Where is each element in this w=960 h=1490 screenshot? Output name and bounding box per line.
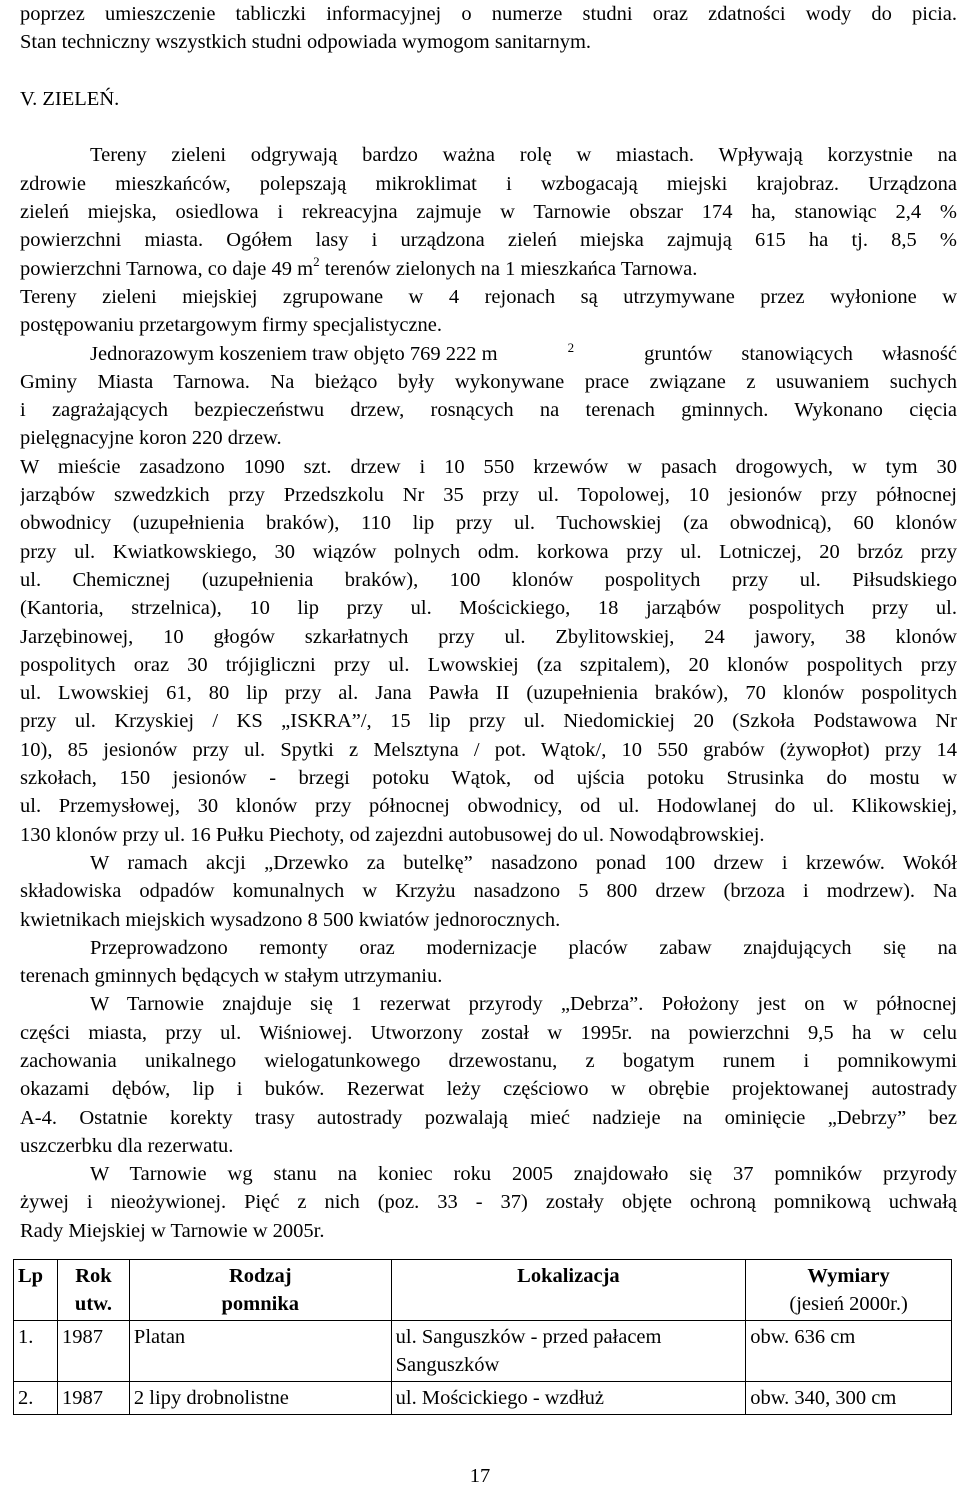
cell-type: Platan [129, 1321, 391, 1382]
text-line: Tereny zieleni miejskiej zgrupowane w 4 rejonach są utrzymywane przez wyłonione w [20, 285, 957, 308]
text-line: W ramach akcji „Drzewko za butelkę” nasadzono ponad 100 drzew i krzewów. Wokół [90, 851, 957, 874]
text-line: 130 klonów przy ul. 16 Pułku Piechoty, od zajezdni autobusowej do ul. Nowodąbrowskiej. [20, 823, 765, 846]
cell-type: 2 lipy drobnolistne [129, 1382, 391, 1415]
text-line: Jednorazowym koszeniem traw objęto 769 222 m 2 gruntów stanowiących własność [90, 339, 957, 365]
text-line: pospolitych oraz 30 trójigliczni przy ul. Lwowskiej (za szpitalem), 20 klonów pospolitych przy [20, 653, 957, 676]
text-line: okazami dębów, lip i buków. Rezerwat leży częściowo w obrębie projektowanej autostrady [20, 1078, 957, 1101]
page-number: 17 [469, 1465, 491, 1487]
header-dimensions: Wymiary (jesień 2000r.) [746, 1260, 952, 1321]
section-heading: V. ZIELEŃ. [20, 87, 120, 110]
text-line: i zagrażających bezpieczeństwu drzew, rosnących na terenach gminnych. Wykonano cięcia [20, 399, 957, 422]
header-location: Lokalizacja [391, 1260, 746, 1321]
text-line: zieleń miejska, osiedlowa i rekreacyjna zajmuje w Tarnowie obszar 174 ha, stanowiąc 2,4 % [20, 201, 957, 224]
text-line: terenach gminnych będących w stałym utrzymaniu. [20, 965, 443, 988]
text-line: zachowania unikalnego wielogatunkowego drzewostanu, z bogatym runem i pomnikowymi [20, 1049, 957, 1072]
cell-year: 1987 [57, 1382, 129, 1415]
text-line: Stan techniczny wszystkich studni odpowiada wymogom sanitarnym. [20, 31, 592, 54]
table-row [14, 1382, 952, 1415]
text-line: kwietnikach miejskich wysadzono 8 500 kwiatów jednorocznych. [20, 908, 561, 931]
text-line: powierzchni miasta. Ogółem lasy i urządzona zieleń miejska zajmują 615 ha tj. 8,5 % [20, 229, 957, 252]
text-line: Rady Miejskiej w Tarnowie w 2005r. [20, 1219, 325, 1242]
text-line: W mieście zasadzono 1090 szt. drzew i 10 550 krzewów w pasach drogowych, w tym 30 [20, 455, 957, 478]
cell-lp: 1. [14, 1321, 58, 1382]
cell-location: ul. Sanguszków - przed pałacem Sanguszków [391, 1321, 746, 1382]
text-line: uszczerbku dla rezerwatu. [20, 1134, 234, 1157]
text-line: W Tarnowie znajduje się 1 rezerwat przyrody „Debrza”. Położony jest on w północnej [90, 993, 957, 1016]
text-line: Gminy Miasta Tarnowa. Na bieżąco były wykonywane prace związane z usuwaniem suchych [20, 370, 957, 393]
text-line: ul. Przemysłowej, 30 klonów przy północnej obwodnicy, od ul. Hodowlanej do ul. Klikowskiej, [20, 795, 957, 818]
text-line: składowiska odpadów komunalnych w Krzyżu nasadzono 5 800 drzew (brzoza i modrzew). Na [20, 880, 957, 903]
text-line: powierzchni Tarnowa, co daje 49 $m^2$ terenów zielonych na 1 mieszkańca Tarnowa. [20, 253, 698, 280]
text-line: (Kantoria, strzelnica), 10 lip przy ul. Mościckiego, 18 jarząbów pospolitych przy ul. [20, 597, 957, 620]
text-line: ul. Lwowskiej 61, 80 lip przy al. Jana Pawła II (uzupełnienia braków), 70 klonów pospolitych [20, 682, 957, 705]
cell-year: 1987 [57, 1321, 129, 1382]
text-line: przy ul. Kwiatkowskiego, 30 wiązów polnych odm. korkowa przy ul. Lotniczej, 20 brzóz przy [20, 540, 957, 563]
text-line: A-4. Ostatnie korekty trasy autostrady pozwalają mieć nadzieje na ominięcie „Debrzy” bez [20, 1106, 957, 1129]
text-line: pielęgnacyjne koron 220 drzew. [20, 427, 282, 450]
table-row [14, 1321, 952, 1382]
text-line: Tereny zieleni odgrywają bardzo ważna rolę w miastach. Wpływają korzystnie na [90, 144, 957, 167]
text-line: jarząbów szwedzkich przy Przedszkolu Nr 35 przy ul. Topolowej, 10 jesionów przy północnej [20, 484, 957, 507]
text-line: zdrowie mieszkańców, polepszają mikroklimat i wzbogacają miejski krajobraz. Urządzona [20, 172, 957, 195]
header-type: Rodzaj pomnika [129, 1260, 391, 1321]
cell-dimensions: obw. 636 cm [746, 1321, 952, 1382]
monuments-table [13, 1259, 952, 1415]
text-line: części miasta, przy ul. Wiśniowej. Utworzony został w 1995r. na powierzchni 9,5 ha w celu [20, 1021, 957, 1044]
text-line: W Tarnowie wg stanu na koniec roku 2005 znajdowało się 37 pomników przyrody [90, 1163, 957, 1186]
document-body [20, 0, 957, 1245]
text-line: Jarzębinowej, 10 głogów szkarłatnych przy ul. Zbylitowskiej, 24 jawory, 38 klonów [20, 625, 957, 648]
text-line: poprzez umieszczenie tabliczki informacyjnej o numerze studni oraz zdatności wody do picia. [20, 3, 957, 25]
table-header-row [14, 1260, 952, 1321]
text-line: postępowaniu przetargowym firmy specjalistyczne. [20, 314, 443, 337]
text-line: 10), 85 jesionów przy ul. Spytki z Melsztyna / pot. Wątok/, 10 550 grabów (żywopłot) przy 14 [20, 738, 957, 761]
header-year: Rok utw. [57, 1260, 129, 1321]
cell-lp: 2. [14, 1382, 58, 1415]
text-line: Przeprowadzono remonty oraz modernizacje placów zabaw znajdujących się na [90, 936, 957, 959]
cell-location: ul. Mościckiego - wzdłuż [391, 1382, 746, 1415]
text-line: szkołach, 150 jesionów - brzegi potoku Wątok, od ujścia potoku Strusinka do mostu w [20, 767, 957, 790]
cell-dimensions: obw. 340, 300 cm [746, 1382, 952, 1415]
text-line: przy ul. Krzyskiej / KS „ISKRA”/, 15 lip przy ul. Niedomickiej 20 (Szkoła Podstawowa Nr [20, 710, 957, 733]
text-line: ul. Chemicznej (uzupełnienia braków), 100 klonów pospolitych przy ul. Piłsudskiego [20, 568, 957, 591]
text-line: żywej i nieożywionej. Pięć z nich (poz. 33 - 37) zostały objęte ochroną pomnikową uchwałą [20, 1191, 957, 1214]
header-lp: Lp [14, 1260, 58, 1321]
text-line: obwodnicy (uzupełnienia braków), 110 lip przy ul. Tuchowskiej (za obwodnicą), 60 klonów [20, 512, 957, 535]
